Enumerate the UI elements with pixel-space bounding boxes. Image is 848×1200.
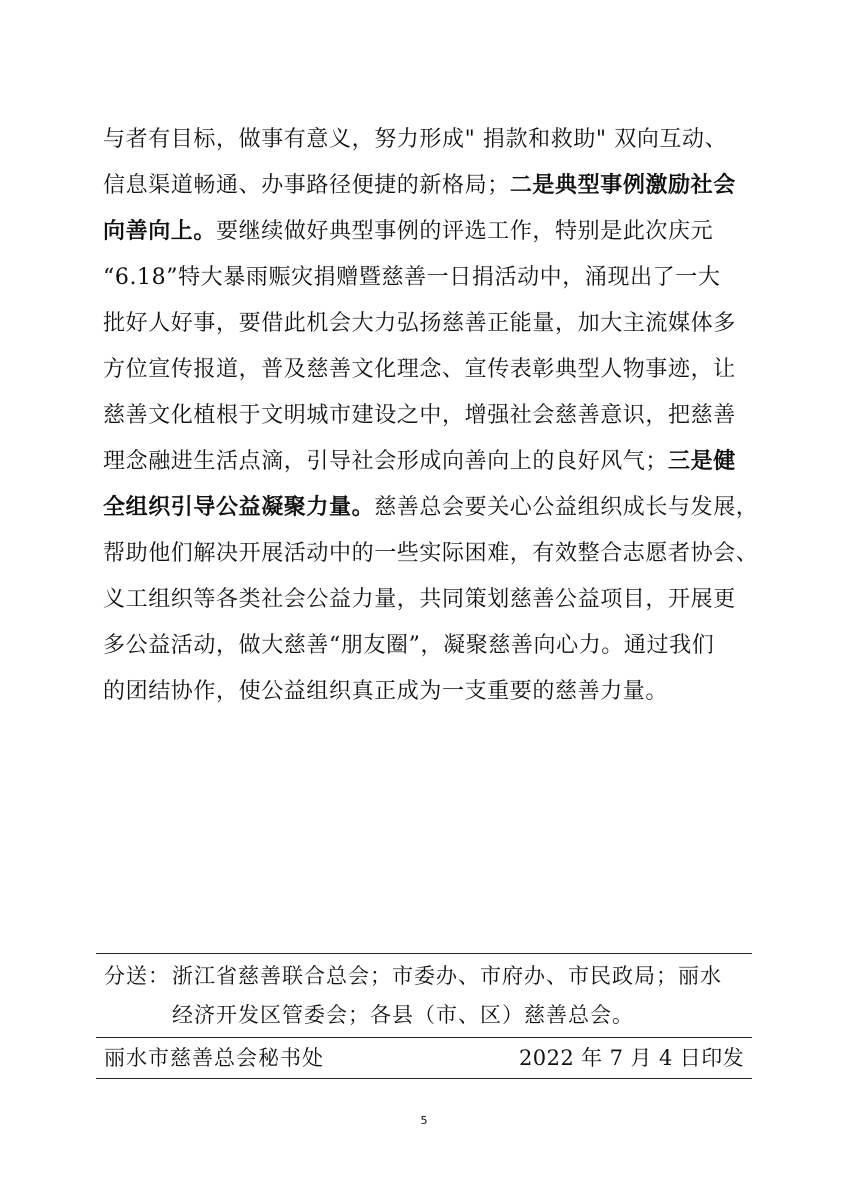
- paragraph-line-8: [103, 439, 748, 485]
- text-segment: 义工组织等各类社会公益力量，共同策划慈善公益项目，开展更: [103, 587, 736, 612]
- distribution-top-rule: [96, 953, 752, 954]
- paragraph-line-3: [103, 209, 748, 255]
- page-number: 5: [420, 1114, 428, 1127]
- paragraph-line-10: [103, 531, 759, 577]
- text-segment: 帮助他们解决开展活动中的一些实际困难，有效整合志愿者协会、: [103, 541, 759, 566]
- distribution-line-1: 浙江省慈善联合总会；市委办、市府办、市民政局；丽水: [172, 964, 722, 988]
- issuer-org: 丽水市慈善总会秘书处: [104, 1046, 324, 1070]
- text-segment: 要继续做好典型事例的评选工作，特别是此次庆元: [216, 219, 714, 244]
- distribution-bottom-rule: [96, 1037, 752, 1038]
- paragraph-line-9: [103, 485, 759, 531]
- text-segment: 的团结协作，使公益组织真正成为一支重要的慈善力量。: [103, 679, 669, 704]
- text-segment: 多公益活动，做大慈善“朋友圈”，凝聚慈善向心力。通过我们: [103, 633, 715, 658]
- distribution-line-2: 经济开发区管委会；各县（市、区）慈善总会。: [172, 1003, 634, 1027]
- text-segment: “6.18”特大暴雨赈灾捐赠暨慈善一日捐活动中，涌现出了一大: [103, 265, 721, 290]
- paragraph-line-12: [103, 623, 748, 669]
- paragraph-line-4: [103, 255, 748, 301]
- text-segment: 慈善总会要关心公益组织成长与发展，: [374, 495, 759, 520]
- distribution-label: 分送：: [104, 964, 170, 988]
- paragraph-line-1: [103, 117, 748, 163]
- paragraph-line-13: [103, 669, 748, 715]
- issue-date: 2022 年 7 月 4 日印发: [519, 1046, 744, 1070]
- paragraph-line-7: [103, 393, 748, 439]
- text-segment: 批好人好事，要借此机会大力弘扬慈善正能量，加大主流媒体多: [103, 311, 736, 336]
- paragraph-line-2: [103, 163, 748, 209]
- issuer-bottom-rule: [96, 1078, 752, 1079]
- bold-heading-segment: 向善向上。: [103, 219, 217, 244]
- bold-heading-segment: 二是典型事例激励社会: [509, 173, 736, 198]
- paragraph-line-11: [103, 577, 748, 623]
- text-segment: 慈善文化植根于文明城市建设之中，增强社会慈善意识，把慈善: [103, 403, 736, 428]
- text-segment: 方位宣传报道，普及慈善文化理念、宣传表彰典型人物事迹，让: [103, 357, 736, 382]
- paragraph-line-5: [103, 301, 748, 347]
- text-segment: 理念融进生活点滴，引导社会形成向善向上的良好风气；: [103, 449, 669, 474]
- body-paragraph: [103, 117, 759, 715]
- text-segment: 与者有目标，做事有意义，努力形成" 捐款和救助" 双向互动、: [103, 127, 728, 152]
- text-segment: 信息渠道畅通、办事路径便捷的新格局；: [103, 173, 510, 198]
- bold-heading-segment: 全组织引导公益凝聚力量。: [103, 495, 375, 520]
- paragraph-line-6: [103, 347, 748, 393]
- bold-heading-segment: 三是健: [668, 449, 736, 474]
